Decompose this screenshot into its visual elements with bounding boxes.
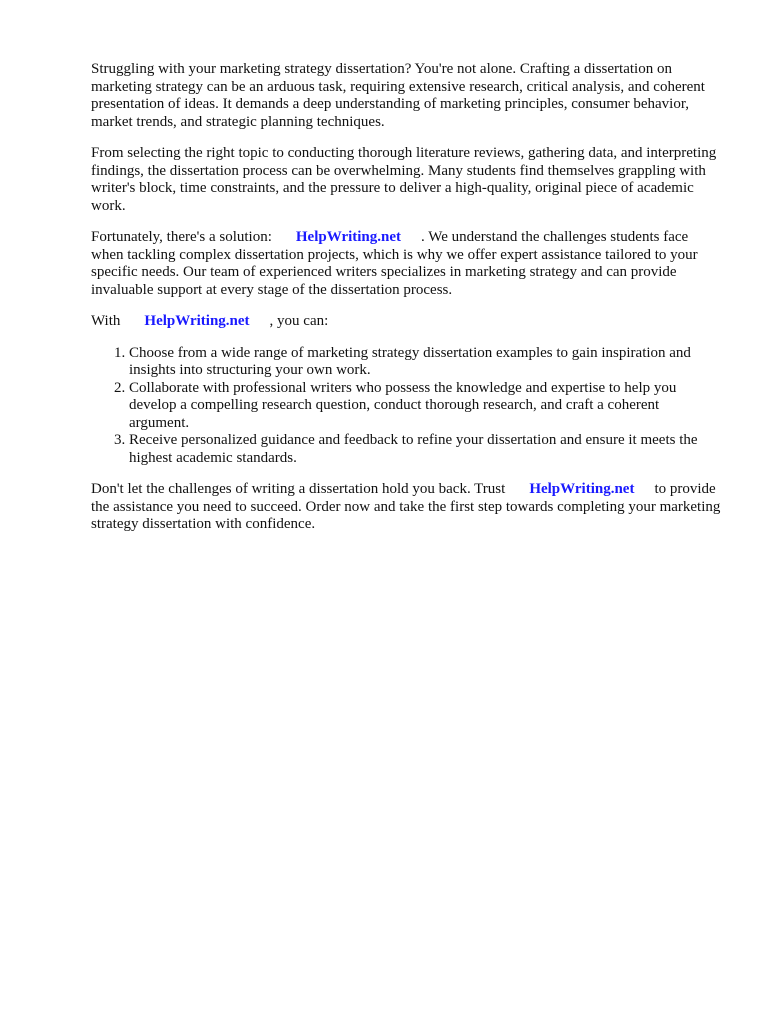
with-paragraph bbox=[91, 313, 723, 331]
with-text-before: With bbox=[91, 313, 121, 329]
solution-paragraph bbox=[91, 229, 723, 299]
list-item: 2. Collaborate with professional writers who possess the knowledge and expertise to help you develop a compelling research question, conduct thorough research, and craft a coherent argument. bbox=[129, 380, 723, 433]
closing-text-before: Don't let the challenges of writing a dissertation hold you back. Trust bbox=[91, 481, 506, 497]
solution-text-before: Fortunately, there's a solution: bbox=[91, 229, 272, 245]
with-text-after: , you can: bbox=[269, 313, 329, 329]
helpwriting-link[interactable]: HelpWriting.net bbox=[144, 313, 250, 329]
helpwriting-link[interactable]: HelpWriting.net bbox=[295, 229, 402, 245]
list-item: 1. Choose from a wide range of marketing strategy dissertation examples to gain inspiration and insights into structuring your own work. bbox=[129, 345, 723, 380]
closing-paragraph bbox=[91, 481, 723, 534]
document-body bbox=[91, 61, 723, 548]
intro-paragraph: Struggling with your marketing strategy dissertation? You're not alone. Crafting a dissertation on marketing strategy can be an arduous task, requiring extensive research, critical analysis, and coherent presentation of ideas. It demands a deep understanding of marketing principles, consumer behavior, market trends, and strategic planning techniques. bbox=[91, 61, 705, 130]
challenges-paragraph: From selecting the right topic to conducting thorough literature reviews, gathering data, and interpreting findings, the dissertation process can be overwhelming. Many students find themselves grappling with writer's block, time constraints, and the pressure to deliver a high-quality, original piece of academic work. bbox=[91, 145, 717, 214]
benefits-list bbox=[91, 345, 723, 468]
helpwriting-link[interactable]: HelpWriting.net bbox=[529, 481, 635, 497]
list-item: 3. Receive personalized guidance and feedback to refine your dissertation and ensure it meets the highest academic standards. bbox=[129, 432, 723, 467]
solution-text-after: . We understand the challenges students face when tackling complex dissertation projects, which is why we offer expert assistance tailored to your specific needs. Our team of experienced writers specializes in marketing strategy and can provide invaluable support at every stage of the dissertation process. bbox=[91, 229, 698, 298]
closing-text-after: to provide the assistance you need to succeed. Order now and take the first step towards completing your marketing strategy dissertation with confidence. bbox=[91, 481, 721, 532]
